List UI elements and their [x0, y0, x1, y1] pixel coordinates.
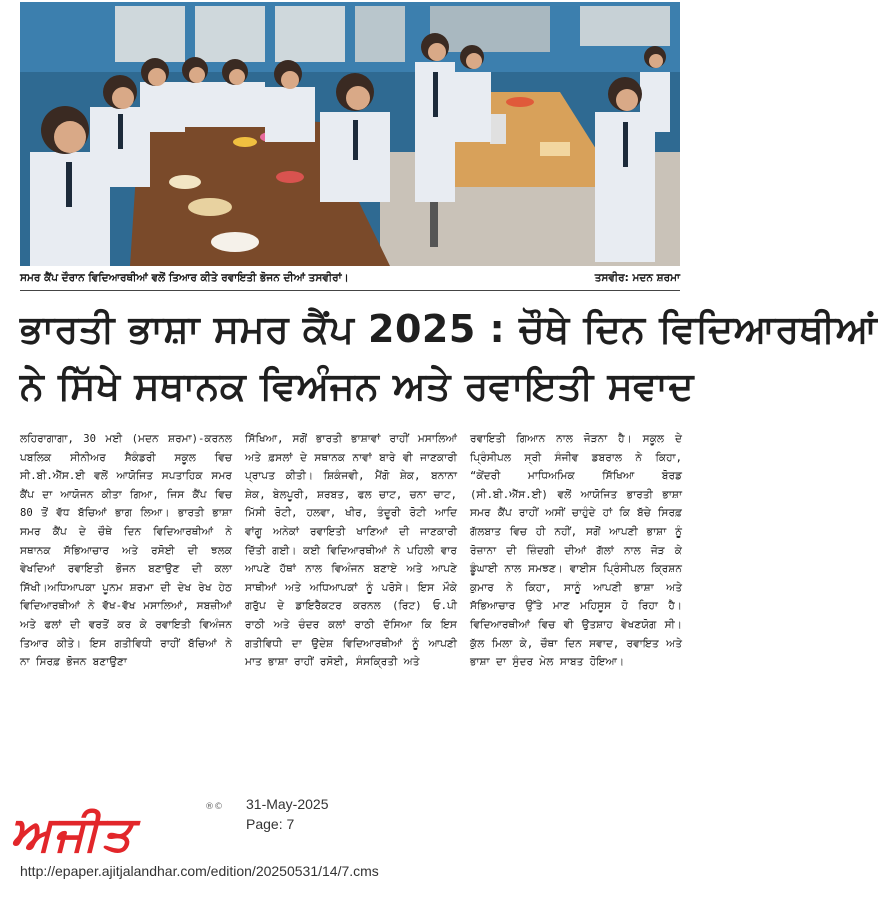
headline — [20, 300, 878, 414]
epaper-url[interactable]: http://epaper.ajitjalandhar.com/edition/20250531/14/7.cms — [20, 863, 379, 879]
news-photo — [20, 2, 680, 266]
article-body — [20, 430, 682, 792]
column-1-text: ਲਹਿਰਾਗਾਗਾ, 30 ਮਈ (ਮਦਨ ਸ਼ਰਮਾ)-ਕਰਨਲ ਪਬਲਿਕ ਸੀਨੀਅਰ ਸੈਕੰਡਰੀ ਸਕੂਲ ਵਿਚ ਸੀ.ਬੀ.ਐੱਸ.ਈ ਵਲੋਂ ਆਯੋਜਿਤ ਸਪਤਾਹਿਕ ਸਮਰ ਕੈਂਪ ਦਾ ਆਯੋਜਨ ਕੀਤਾ ਗਿਆ, ਜਿਸ ਕੈਂਪ ਵਿਚ 80 ਤੋਂ ਵੱਧ ਬੱਚਿਆਂ ਭਾਗ ਲਿਆ। ਭਾਰਤੀ ਭਾਸ਼ਾ ਸਮਰ ਕੈਂਪ ਦੇ ਚੌਥੇ ਦਿਨ ਵਿਦਿਆਰਥੀਆਂ ਨੇ ਸਥਾਨਕ ਸੱਭਿਆਚਾਰ ਅਤੇ ਰਸੋਈ ਦੀ ਝਲਕ ਵੇਖਦਿਆਂ ਰਵਾਇਤੀ ਭੋਜਨ ਬਣਾਉਣ ਦੀ ਕਲਾ ਸਿੱਖੀ।ਅਧਿਆਪਕਾ ਪੂਨਮ ਸ਼ਰਮਾ ਦੀ ਦੇਖ ਰੇਖ ਹੇਠ ਵਿਦਿਆਰਥੀਆਂ ਨੇ ਵੱਖ-ਵੱਖ ਮਸਾਲਿਆਂ, ਸਬਜ਼ੀਆਂ ਅਤੇ ਫਲਾਂ ਦੀ ਵਰਤੋਂ ਕਰ ਕੇ ਰਵਾਇਤੀ ਵਿਅੰਜਨ ਤਿਆਰ ਕੀਤੇ। ਇਸ ਗਤੀਵਿਧੀ ਰਾਹੀਂ ਬੱਚਿਆਂ ਨੇ ਨਾ ਸਿਰਫ਼ ਭੋਜਨ ਬਣਾਉਣਾ — [20, 433, 232, 669]
ajit-logo: ਅਜੀਤ — [10, 806, 134, 862]
registered-mark: ®© — [205, 802, 223, 812]
photo-caption — [20, 268, 680, 288]
caption-text: ਸਮਰ ਕੈਂਪ ਦੌਰਾਨ ਵਿਦਿਆਰਥੀਆਂ ਵਲੋਂ ਤਿਆਰ ਕੀਤੇ ਰਵਾਇਤੀ ਭੋਜਨ ਦੀਆਂ ਤਸਵੀਰਾਂ। — [20, 272, 349, 284]
headline-line-1: ਭਾਰਤੀ ਭਾਸ਼ਾ ਸਮਰ ਕੈਂਪ 2025 : ਚੌਥੇ ਦਿਨ ਵਿਦਿਆਰਥੀਆਂ — [20, 307, 878, 351]
headline-line-2: ਨੇ ਸਿੱਖੇ ਸਥਾਨਕ ਵਿਅੰਜਨ ਅਤੇ ਰਵਾਇਤੀ ਸਵਾਦ — [20, 364, 695, 408]
photo-illustration — [20, 2, 680, 266]
page-number: Page: 7 — [246, 816, 295, 832]
article-column-3 — [470, 430, 682, 792]
caption-divider — [20, 290, 680, 291]
column-2-text: ਸਿੱਖਿਆ, ਸਗੋਂ ਭਾਰਤੀ ਭਾਸ਼ਾਵਾਂ ਰਾਹੀਂ ਮਸਾਲਿਆਂ ਅਤੇ ਫ਼ਸਲਾਂ ਦੇ ਸਥਾਨਕ ਨਾਵਾਂ ਬਾਰੇ ਵੀ ਜਾਣਕਾਰੀ ਪ੍ਰਾਪਤ ਕੀਤੀ। ਸ਼ਿਕੰਜਵੀ, ਮੈਂਗੋ ਸ਼ੇਕ, ਬਨਾਨਾ ਸ਼ੇਕ, ਬੇਲਪੂਰੀ, ਸ਼ਰਬਤ, ਫਲ ਚਾਟ, ਚਨਾ ਚਾਟ, ਮਿੱਸੀ ਰੋਟੀ, ਹਲਵਾ, ਖੀਰ, ਤੰਦੂਰੀ ਰੋਟੀ ਆਦਿ ਵਾਂਗੂ ਅਨੇਕਾਂ ਰਵਾਇਤੀ ਖਾਣਿਆਂ ਦੀ ਜਾਣਕਾਰੀ ਦਿੱਤੀ ਗਈ। ਕਈ ਵਿਦਿਆਰਥੀਆਂ ਨੇ ਪਹਿਲੀ ਵਾਰ ਆਪਣੇ ਹੱਥਾਂ ਨਾਲ ਵਿਅੰਜਨ ਬਣਾਏ ਅਤੇ ਆਪਣੇ ਸਾਥੀਆਂ ਅਤੇ ਅਧਿਆਪਕਾਂ ਨੂੰ ਪਰੋਸੇ। ਇਸ ਮੌਕੇ ਗਰੁੱਪ ਦੇ ਡਾਇਰੈਕਟਰ ਕਰਨਲ (ਰਿਟ) ਓ.ਪੀ ਰਾਠੀ ਅਤੇ ਚੰਦਰ ਕਲਾਂ ਰਾਠੀ ਦੱਸਿਆ ਕਿ ਇਸ ਗਤੀਵਿਧੀ ਦਾ ਉਦੇਸ਼ ਵਿਦਿਆਰਥੀਆਂ ਨੂੰ ਆਪਣੀ ਮਾਤ ਭਾਸ਼ਾ ਰਾਹੀਂ ਰਸੋਈ, ਸੰਸਕ੍ਰਿਤੀ ਅਤੇ — [245, 433, 457, 669]
article-column-2 — [245, 430, 457, 792]
edition-date: 31-May-2025 — [246, 796, 329, 812]
column-3-text: ਰਵਾਇਤੀ ਗਿਆਨ ਨਾਲ ਜੋੜਨਾ ਹੈ। ਸਕੂਲ ਦੇ ਪ੍ਰਿੰਸੀਪਲ ਸ੍ਰੀ ਸੰਜੀਵ ਡਬਰਾਲ ਨੇ ਕਿਹਾ, “ਕੇਂਦਰੀ ਮਾਧਿਅਮਿਕ ਸਿੱਖਿਆ ਬੋਰਡ (ਸੀ.ਬੀ.ਐੱਸ.ਈ) ਵਲੋਂ ਆਯੋਜਿਤ ਭਾਰਤੀ ਭਾਸ਼ਾ ਸਮਰ ਕੈਂਪ ਰਾਹੀਂ ਅਸੀਂ ਚਾਹੁੰਦੇ ਹਾਂ ਕਿ ਬੱਚੇ ਸਿਰਫ਼ ਗੱਲਬਾਤ ਵਿਚ ਹੀ ਨਹੀਂ, ਸਗੋਂ ਆਪਣੀ ਭਾਸ਼ਾ ਨੂੰ ਰੋਜ਼ਾਨਾ ਦੀ ਜ਼ਿੰਦਗੀ ਦੀਆਂ ਗੱਲਾਂ ਨਾਲ ਜੋੜ ਕੇ ਡੂੰਘਾਈ ਨਾਲ ਸਮਝਣ। ਵਾਈਸ ਪ੍ਰਿੰਸੀਪਲ ਕ੍ਰਿਸ਼ਨ ਕੁਮਾਰ ਨੇ ਕਿਹਾ, ਸਾਨੂੰ ਆਪਣੀ ਭਾਸ਼ਾ ਅਤੇ ਸੱਭਿਆਚਾਰ ਉੱਤੇ ਮਾਣ ਮਹਿਸੂਸ ਹੋ ਰਿਹਾ ਹੈ। ਵਿਦਿਆਰਥੀਆਂ ਵਿਚ ਵੀ ਉਤਸ਼ਾਹ ਵੇਖਣਯੋਗ ਸੀ। ਕੁੱਲ ਮਿਲਾ ਕੇ, ਚੌਥਾ ਦਿਨ ਸਵਾਦ, ਰਵਾਇਤ ਅਤੇ ਭਾਸ਼ਾ ਦਾ ਸੁੰਦਰ ਮੇਲ ਸਾਬਤ ਹੋਇਆ। — [470, 433, 682, 669]
article-column-1 — [20, 430, 232, 792]
photo-credit: ਤਸਵੀਰ: ਮਦਨ ਸ਼ਰਮਾ — [594, 272, 680, 284]
